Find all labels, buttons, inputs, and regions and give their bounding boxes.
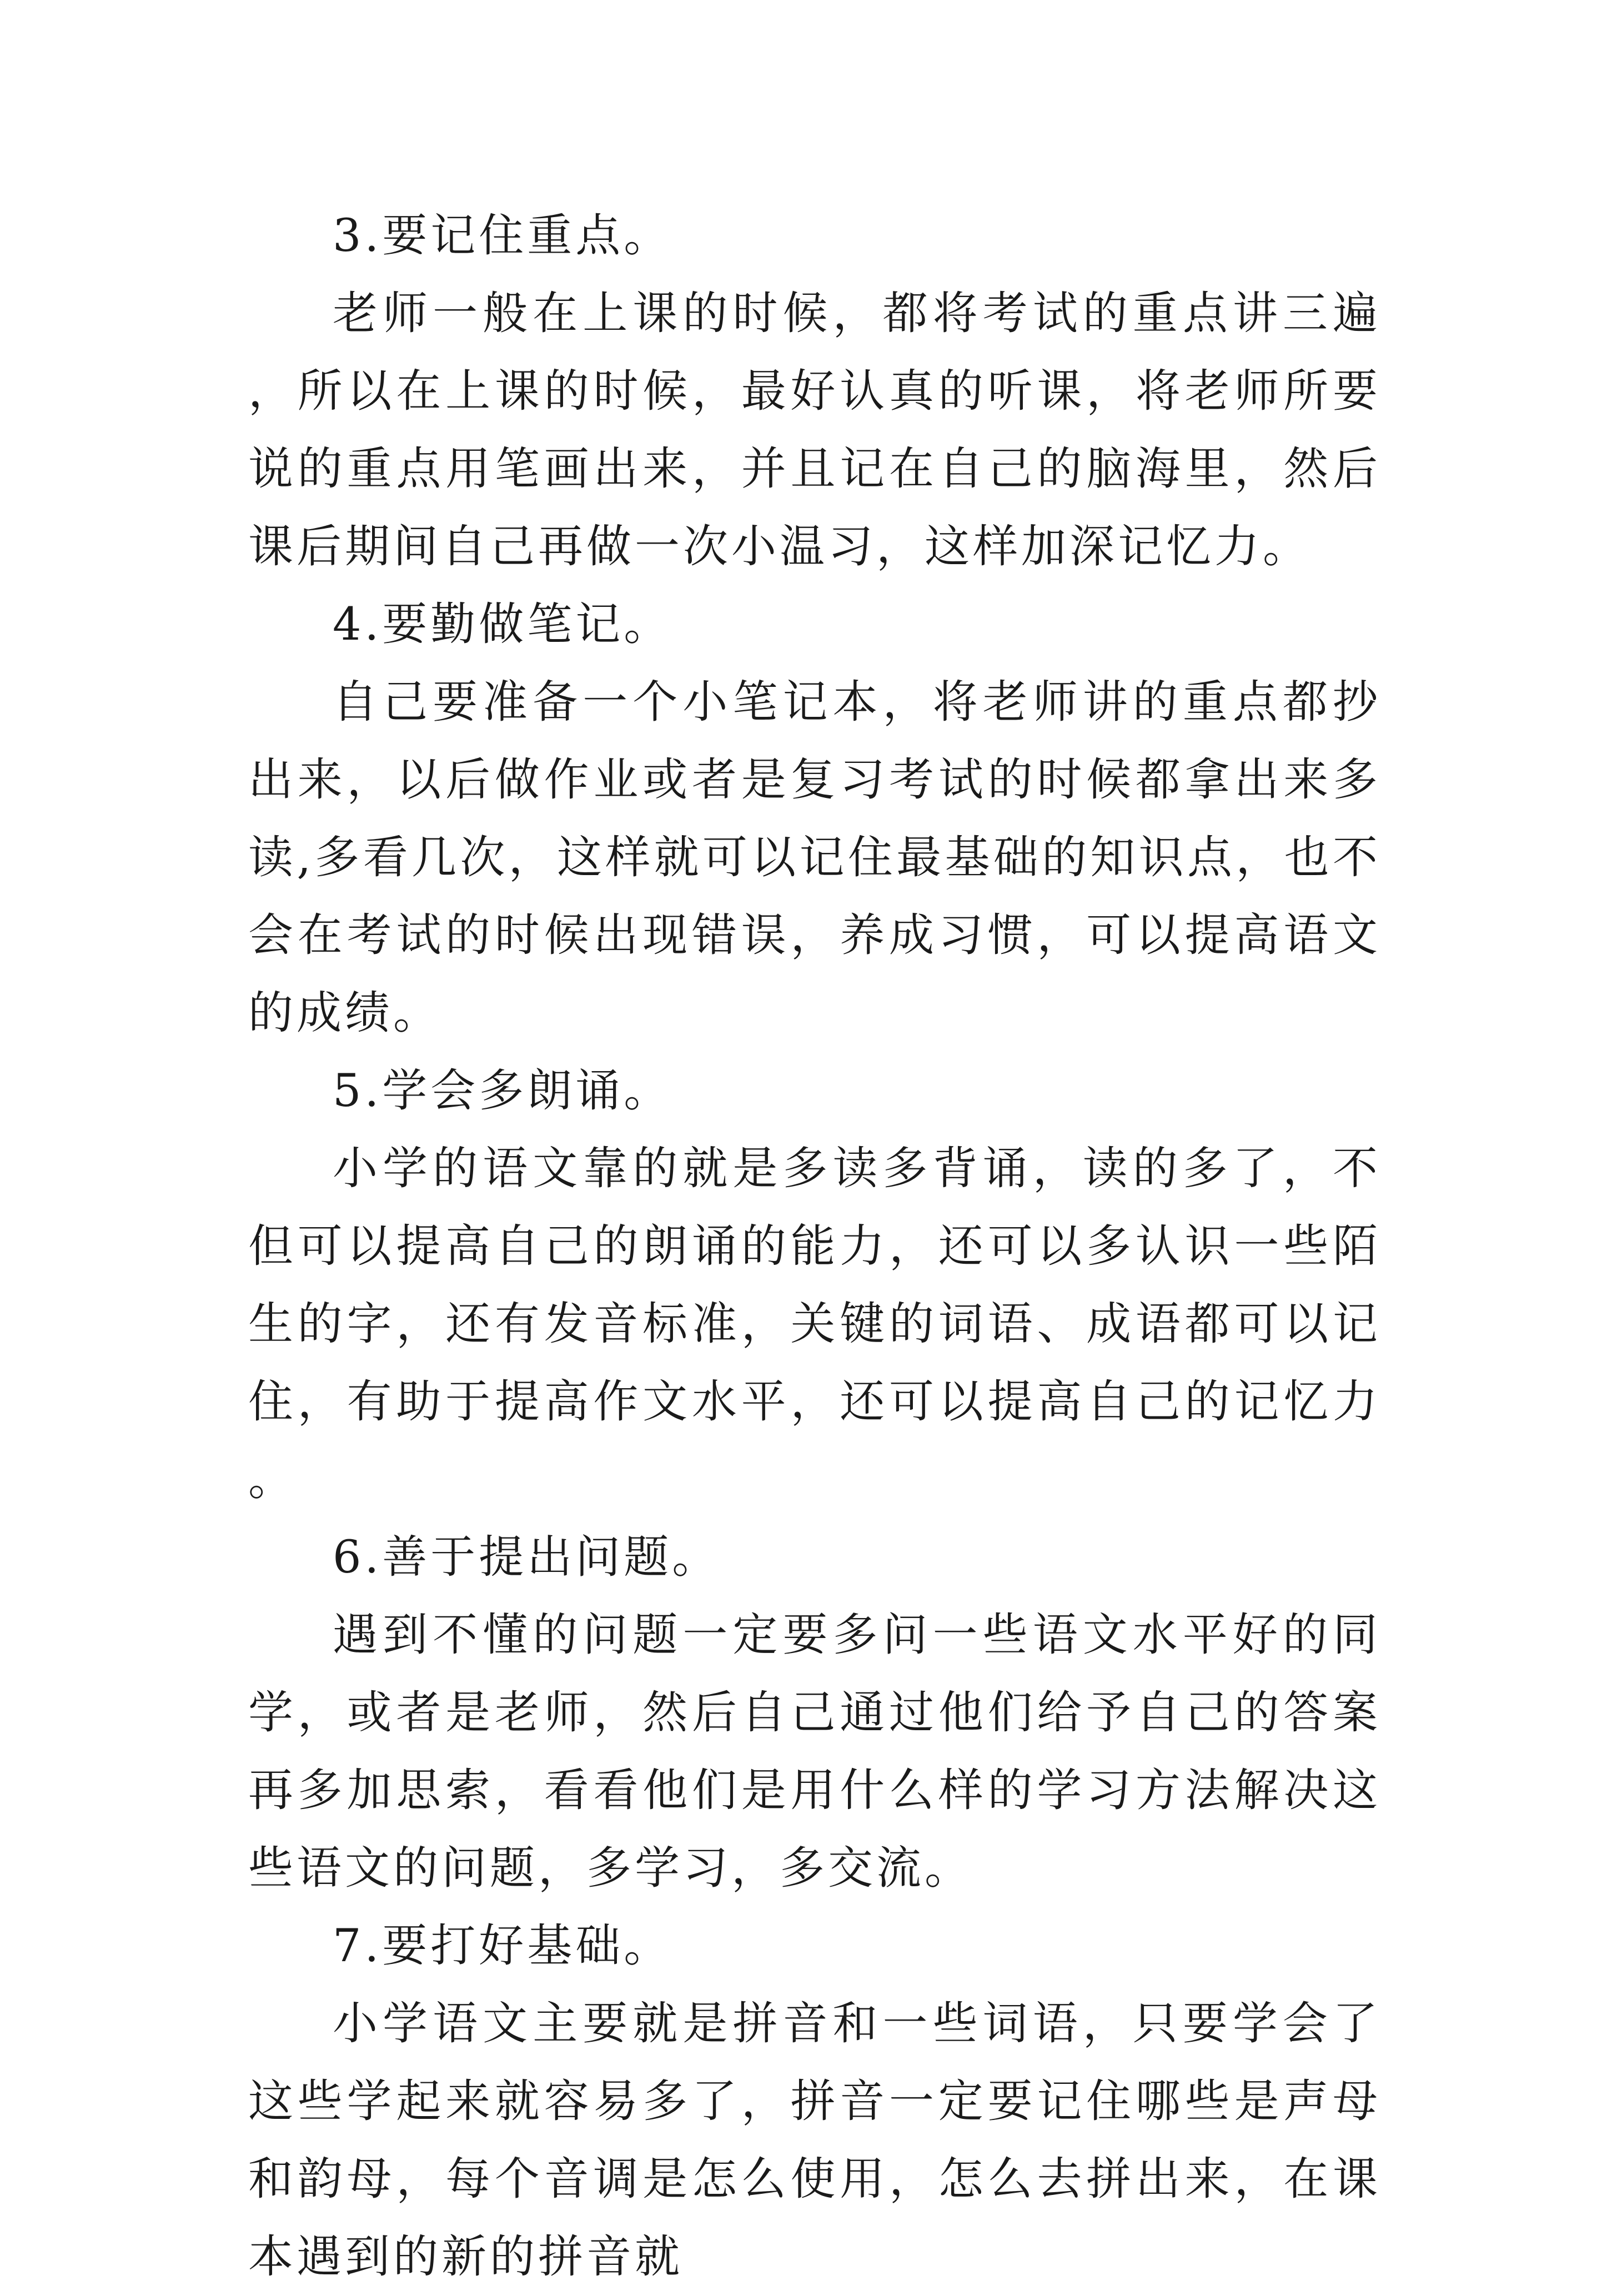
section-heading-6: 6.善于提出问题。 bbox=[333, 1531, 721, 1584]
section-heading-5: 5.学会多朗诵。 bbox=[333, 1065, 672, 1117]
section-heading-7: 7.要打好基础。 bbox=[333, 1920, 672, 1972]
section-heading-4: 4.要勤做笔记。 bbox=[333, 599, 672, 651]
section-paragraph-4: 自己要准备一个小笔记本，将老师讲的重点都抄出来，以后做作业或者是复习考试的时候都拿出来多读,多看几次，这样就可以记住最基础的知识点，也不会在考试的时候出现错误，养成习惯，可以提高语文的成绩。 bbox=[248, 676, 1381, 1039]
document-body bbox=[248, 197, 1381, 2296]
section-paragraph-3: 老师一般在上课的时候，都将考试的重点讲三遍，所以在上课的时候，最好认真的听课，将老师所要说的重点用笔画出来，并且记在自己的脑海里，然后课后期间自己再做一次小温习，这样加深记忆力。 bbox=[248, 288, 1381, 573]
section-paragraph-6: 遇到不懂的问题一定要多问一些语文水平好的同学，或者是老师，然后自己通过他们给予自己的答案再多加思索，看看他们是用什么样的学习方法解决这些语文的问题，多学习，多交流。 bbox=[248, 1609, 1381, 1895]
section-paragraph-5: 小学的语文靠的就是多读多背诵，读的多了，不但可以提高自己的朗诵的能力，还可以多认识一些陌生的字，还有发音标准，关键的词语、成语都可以记住，有助于提高作文水平，还可以提高自己的记忆力。 bbox=[248, 1143, 1381, 1506]
section-paragraph-7: 小学语文主要就是拼音和一些词语，只要学会了这些学起来就容易多了，拼音一定要记住哪些是声母和韵母，每个音调是怎么使用，怎么去拼出来，在课本遇到的新的拼音就 bbox=[248, 1998, 1381, 2283]
section-heading-3: 3.要记住重点。 bbox=[333, 210, 672, 262]
